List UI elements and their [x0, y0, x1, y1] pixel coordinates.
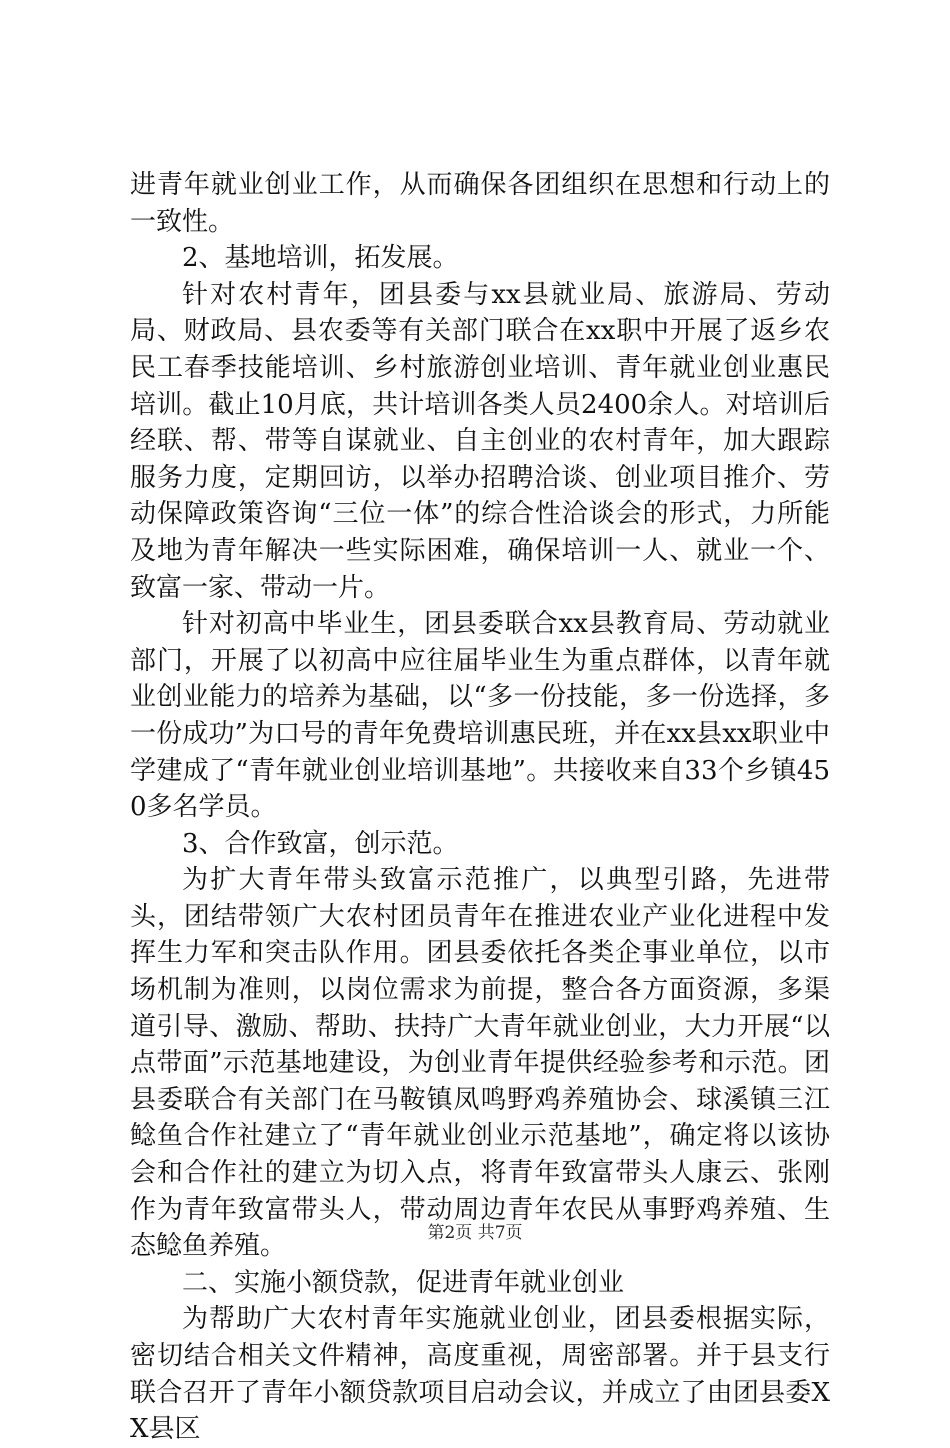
document-body [130, 167, 830, 1448]
paragraph-demo-base: 为扩大青年带头致富示范推广，以典型引路，先进带头，团结带领广大农村团员青年在推进农业产业化进程中发挥生力军和突击队作用。团县委依托各类企事业单位，以市场机制为准则，以岗位需求为前提，整合各方面资源，多渠道引导、激励、帮助、扶持广大青年就业创业，大力开展“以点带面”示范基地建设，为创业青年提供经验参考和示范。团县委联合有关部门在马鞍镇凤鸣野鸡养殖协会、球溪镇三江鲶鱼合作社建立了“青年就业创业示范基地”，确定将以该协会和合作社的建立为切入点，将青年致富带头人康云、张刚作为青年致富带头人，带动周边青年农民从事野鸡养殖、生态鲶鱼养殖。 [130, 865, 830, 1262]
paragraph-graduate-training: 针对初高中毕业生，团县委联合xx县教育局、劳动就业部门，开展了以初高中应往届毕业生为重点群体，以青年就业创业能力的培养为基础，以“多一份技能，多一份选择，多一份成功”为口号的青年免费培训惠民班，并在xx县xx职业中学建成了“青年就业创业培训基地”。共接收来自33个乡镇450多名学员。 [130, 609, 830, 823]
paragraph-rural-youth-training: 针对农村青年，团县委与xx县就业局、旅游局、劳动局、财政局、县农委等有关部门联合在xx职中开展了返乡农民工春季技能培训、乡村旅游创业培训、青年就业创业惠民培训。截止10月底，共计培训各类人员2400余人。对培训后经联、帮、带等自谋就业、自主创业的农村青年，加大跟踪服务力度，定期回访，以举办招聘洽谈、创业项目推介、劳动保障政策咨询“三位一体”的综合性洽谈会的形式，力所能及地为青年解决一些实际困难，确保培训一人、就业一个、致富一家、带动一片。 [130, 279, 830, 603]
heading-cooperation-demo: 3、合作致富，创示范。 [182, 828, 459, 859]
heading-microloans: 二、实施小额贷款，促进青年就业创业 [182, 1267, 625, 1298]
heading-base-training: 2、基地培训，拓发展。 [182, 243, 459, 274]
paragraph-microloans: 为帮助广大农村青年实施就业创业，团县委根据实际，密切结合相关文件精神，高度重视，周密部署。并于县支行联合召开了青年小额贷款项目启动会议，并成立了由团县委XX县区 [130, 1304, 830, 1445]
page-footer: 第2页 共7页 [427, 1223, 523, 1243]
paragraph-continuation: 进青年就业创业工作，从而确保各团组织在思想和行动上的一致性。 [130, 170, 830, 237]
